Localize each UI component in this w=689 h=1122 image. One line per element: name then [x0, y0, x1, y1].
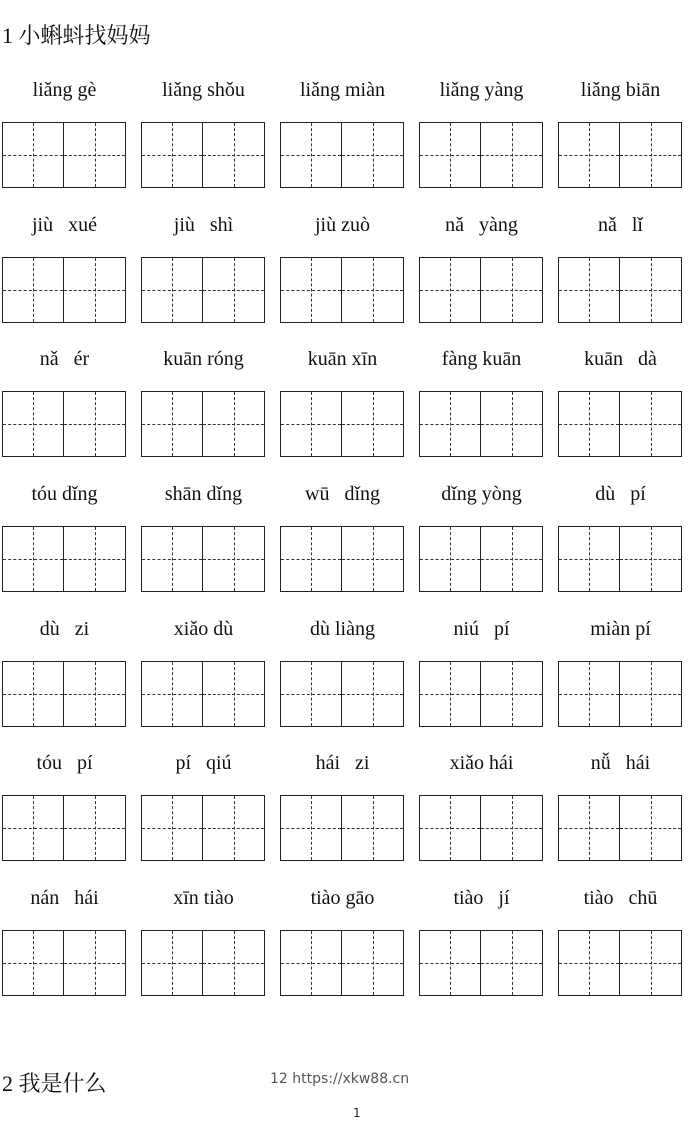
- pinyin-label: dǐng yòng: [441, 483, 522, 505]
- tianzige-writing-box: [141, 391, 265, 457]
- character-cell: [203, 931, 264, 995]
- character-cell: [559, 931, 620, 995]
- guide-line-vertical: [373, 258, 374, 322]
- character-cell: [64, 931, 125, 995]
- character-cell: [481, 392, 542, 456]
- tianzige-writing-box: [2, 930, 126, 996]
- guide-line-vertical: [311, 527, 312, 591]
- tianzige-writing-box: [2, 257, 126, 323]
- character-cell: [620, 392, 681, 456]
- section-1-title: 1 小蝌蚪找妈妈: [2, 23, 151, 48]
- character-cell: [203, 123, 264, 187]
- character-cell: [281, 931, 342, 995]
- tianzige-writing-box: [419, 391, 543, 457]
- pinyin-label: tiào jí: [453, 887, 510, 909]
- pinyin-label: xiǎo dù: [173, 618, 234, 640]
- guide-line-vertical: [172, 527, 173, 591]
- guide-line-vertical: [589, 931, 590, 995]
- pinyin-label: kuān dà: [584, 348, 657, 370]
- pinyin-label: tiào chū: [583, 887, 658, 909]
- character-cell: [559, 662, 620, 726]
- guide-line-vertical: [651, 662, 652, 726]
- character-cell: [3, 527, 64, 591]
- pinyin-label: dù liàng: [310, 618, 375, 640]
- guide-line-vertical: [589, 392, 590, 456]
- guide-line-vertical: [651, 796, 652, 860]
- tianzige-writing-box: [141, 257, 265, 323]
- character-cell: [3, 392, 64, 456]
- tianzige-writing-box: [558, 257, 682, 323]
- character-cell: [420, 796, 481, 860]
- footer-url: 12 https://xkw88.cn: [270, 1071, 410, 1087]
- character-cell: [342, 123, 403, 187]
- guide-line-vertical: [33, 392, 34, 456]
- guide-line-vertical: [589, 258, 590, 322]
- guide-line-vertical: [651, 527, 652, 591]
- pinyin-label: liǎng gè: [32, 79, 97, 101]
- character-cell: [3, 931, 64, 995]
- character-cell: [3, 796, 64, 860]
- character-cell: [559, 796, 620, 860]
- guide-line-vertical: [172, 796, 173, 860]
- guide-line-vertical: [512, 258, 513, 322]
- guide-line-vertical: [95, 392, 96, 456]
- tianzige-writing-box: [2, 526, 126, 592]
- character-cell: [3, 258, 64, 322]
- guide-line-vertical: [172, 392, 173, 456]
- pinyin-label: nǎ yàng: [445, 214, 518, 236]
- character-cell: [620, 931, 681, 995]
- guide-line-vertical: [311, 392, 312, 456]
- character-cell: [620, 527, 681, 591]
- tianzige-writing-box: [280, 930, 404, 996]
- page-number: 1: [353, 1106, 361, 1120]
- guide-line-vertical: [234, 527, 235, 591]
- character-cell: [281, 258, 342, 322]
- guide-line-vertical: [373, 931, 374, 995]
- character-cell: [281, 796, 342, 860]
- tianzige-writing-box: [280, 257, 404, 323]
- pinyin-label: jiù xué: [32, 214, 97, 236]
- guide-line-vertical: [311, 931, 312, 995]
- guide-line-vertical: [512, 392, 513, 456]
- tianzige-writing-box: [2, 391, 126, 457]
- guide-line-vertical: [95, 662, 96, 726]
- pinyin-label: dù zi: [39, 618, 90, 640]
- character-cell: [481, 662, 542, 726]
- guide-line-vertical: [651, 258, 652, 322]
- guide-line-vertical: [33, 796, 34, 860]
- character-cell: [420, 931, 481, 995]
- guide-line-vertical: [450, 123, 451, 187]
- guide-line-vertical: [589, 662, 590, 726]
- character-cell: [203, 392, 264, 456]
- tianzige-writing-box: [280, 526, 404, 592]
- character-cell: [620, 258, 681, 322]
- tianzige-writing-box: [2, 795, 126, 861]
- guide-line-vertical: [172, 662, 173, 726]
- pinyin-label: kuān xīn: [307, 348, 378, 370]
- guide-line-vertical: [311, 258, 312, 322]
- pinyin-label: nǎ lǐ: [598, 214, 643, 236]
- guide-line-vertical: [512, 796, 513, 860]
- character-cell: [3, 123, 64, 187]
- character-cell: [620, 796, 681, 860]
- pinyin-label: liǎng shǒu: [162, 79, 245, 101]
- character-cell: [142, 931, 203, 995]
- guide-line-vertical: [512, 662, 513, 726]
- guide-line-vertical: [373, 662, 374, 726]
- pinyin-label: tóu dǐng: [31, 483, 98, 505]
- tianzige-writing-box: [280, 661, 404, 727]
- character-cell: [281, 527, 342, 591]
- guide-line-vertical: [450, 258, 451, 322]
- guide-line-vertical: [311, 796, 312, 860]
- pinyin-label: kuān róng: [163, 348, 244, 370]
- character-cell: [420, 527, 481, 591]
- pinyin-label: nǚ hái: [590, 752, 651, 774]
- character-cell: [64, 527, 125, 591]
- guide-line-vertical: [234, 258, 235, 322]
- tianzige-writing-box: [2, 661, 126, 727]
- tianzige-writing-box: [558, 122, 682, 188]
- pinyin-label: hái zi: [315, 752, 370, 774]
- character-cell: [481, 931, 542, 995]
- pinyin-label: shān dǐng: [164, 483, 243, 505]
- character-cell: [142, 796, 203, 860]
- guide-line-vertical: [450, 527, 451, 591]
- pinyin-label: wū dǐng: [305, 483, 380, 505]
- tianzige-writing-box: [419, 122, 543, 188]
- tianzige-writing-box: [280, 795, 404, 861]
- guide-line-vertical: [512, 931, 513, 995]
- character-cell: [420, 662, 481, 726]
- guide-line-vertical: [651, 931, 652, 995]
- guide-line-vertical: [234, 392, 235, 456]
- pinyin-label: liǎng biān: [580, 79, 661, 101]
- character-cell: [481, 258, 542, 322]
- pinyin-label: fàng kuān: [441, 348, 522, 370]
- guide-line-vertical: [589, 527, 590, 591]
- guide-line-vertical: [589, 796, 590, 860]
- character-cell: [142, 123, 203, 187]
- guide-line-vertical: [234, 662, 235, 726]
- guide-line-vertical: [95, 796, 96, 860]
- character-cell: [64, 662, 125, 726]
- guide-line-vertical: [651, 392, 652, 456]
- guide-line-vertical: [311, 662, 312, 726]
- character-cell: [142, 662, 203, 726]
- tianzige-writing-box: [141, 526, 265, 592]
- guide-line-vertical: [373, 123, 374, 187]
- guide-line-vertical: [172, 258, 173, 322]
- character-cell: [64, 392, 125, 456]
- tianzige-writing-box: [558, 930, 682, 996]
- character-cell: [342, 662, 403, 726]
- character-cell: [281, 392, 342, 456]
- character-cell: [559, 258, 620, 322]
- guide-line-vertical: [95, 931, 96, 995]
- character-cell: [342, 527, 403, 591]
- guide-line-vertical: [172, 931, 173, 995]
- guide-line-vertical: [33, 258, 34, 322]
- guide-line-vertical: [373, 796, 374, 860]
- guide-line-vertical: [33, 527, 34, 591]
- tianzige-writing-box: [419, 930, 543, 996]
- pinyin-label: xiǎo hái: [449, 752, 514, 774]
- guide-line-vertical: [651, 123, 652, 187]
- tianzige-writing-box: [141, 930, 265, 996]
- character-cell: [620, 662, 681, 726]
- character-cell: [203, 662, 264, 726]
- tianzige-writing-box: [419, 526, 543, 592]
- character-cell: [481, 527, 542, 591]
- tianzige-writing-box: [2, 122, 126, 188]
- character-cell: [559, 123, 620, 187]
- tianzige-writing-box: [280, 391, 404, 457]
- character-cell: [342, 931, 403, 995]
- tianzige-writing-box: [419, 661, 543, 727]
- pinyin-label: liǎng yàng: [439, 79, 524, 101]
- pinyin-label: niú pí: [453, 618, 510, 640]
- character-cell: [342, 392, 403, 456]
- pinyin-label: dù pí: [595, 483, 646, 505]
- guide-line-vertical: [33, 662, 34, 726]
- pinyin-label: jiù shì: [173, 214, 234, 236]
- guide-line-vertical: [373, 392, 374, 456]
- character-cell: [203, 796, 264, 860]
- character-cell: [559, 527, 620, 591]
- guide-line-vertical: [450, 662, 451, 726]
- tianzige-writing-box: [419, 257, 543, 323]
- character-cell: [203, 258, 264, 322]
- character-cell: [142, 392, 203, 456]
- tianzige-writing-box: [558, 391, 682, 457]
- pinyin-label: nán hái: [30, 887, 99, 909]
- guide-line-vertical: [234, 796, 235, 860]
- character-cell: [203, 527, 264, 591]
- character-cell: [64, 123, 125, 187]
- character-cell: [481, 123, 542, 187]
- character-cell: [281, 123, 342, 187]
- guide-line-vertical: [234, 123, 235, 187]
- guide-line-vertical: [450, 931, 451, 995]
- pinyin-label: tóu pí: [36, 752, 93, 774]
- pinyin-label: tiào gāo: [310, 887, 375, 909]
- guide-line-vertical: [172, 123, 173, 187]
- tianzige-writing-box: [558, 795, 682, 861]
- guide-line-vertical: [589, 123, 590, 187]
- character-cell: [342, 258, 403, 322]
- character-cell: [420, 258, 481, 322]
- guide-line-vertical: [311, 123, 312, 187]
- section-2-title: 2 我是什么: [2, 1071, 107, 1096]
- character-cell: [620, 123, 681, 187]
- guide-line-vertical: [95, 123, 96, 187]
- guide-line-vertical: [95, 527, 96, 591]
- character-cell: [481, 796, 542, 860]
- tianzige-writing-box: [280, 122, 404, 188]
- tianzige-writing-box: [419, 795, 543, 861]
- pinyin-label: nǎ ér: [39, 348, 90, 370]
- character-cell: [420, 392, 481, 456]
- tianzige-writing-box: [141, 795, 265, 861]
- tianzige-writing-box: [558, 661, 682, 727]
- tianzige-writing-box: [141, 661, 265, 727]
- character-cell: [64, 258, 125, 322]
- character-cell: [420, 123, 481, 187]
- pinyin-label: liǎng miàn: [300, 79, 385, 101]
- guide-line-vertical: [512, 527, 513, 591]
- pinyin-label: miàn pí: [590, 618, 651, 640]
- guide-line-vertical: [450, 796, 451, 860]
- guide-line-vertical: [373, 527, 374, 591]
- character-cell: [342, 796, 403, 860]
- guide-line-vertical: [512, 123, 513, 187]
- pinyin-label: pí qiú: [175, 752, 232, 774]
- character-cell: [281, 662, 342, 726]
- guide-line-vertical: [95, 258, 96, 322]
- guide-line-vertical: [450, 392, 451, 456]
- character-cell: [64, 796, 125, 860]
- tianzige-writing-box: [141, 122, 265, 188]
- tianzige-writing-box: [558, 526, 682, 592]
- guide-line-vertical: [33, 931, 34, 995]
- character-cell: [559, 392, 620, 456]
- character-cell: [142, 527, 203, 591]
- guide-line-vertical: [33, 123, 34, 187]
- pinyin-label: jiù zuò: [315, 214, 370, 236]
- guide-line-vertical: [234, 931, 235, 995]
- character-cell: [3, 662, 64, 726]
- pinyin-label: xīn tiào: [173, 887, 234, 909]
- character-cell: [142, 258, 203, 322]
